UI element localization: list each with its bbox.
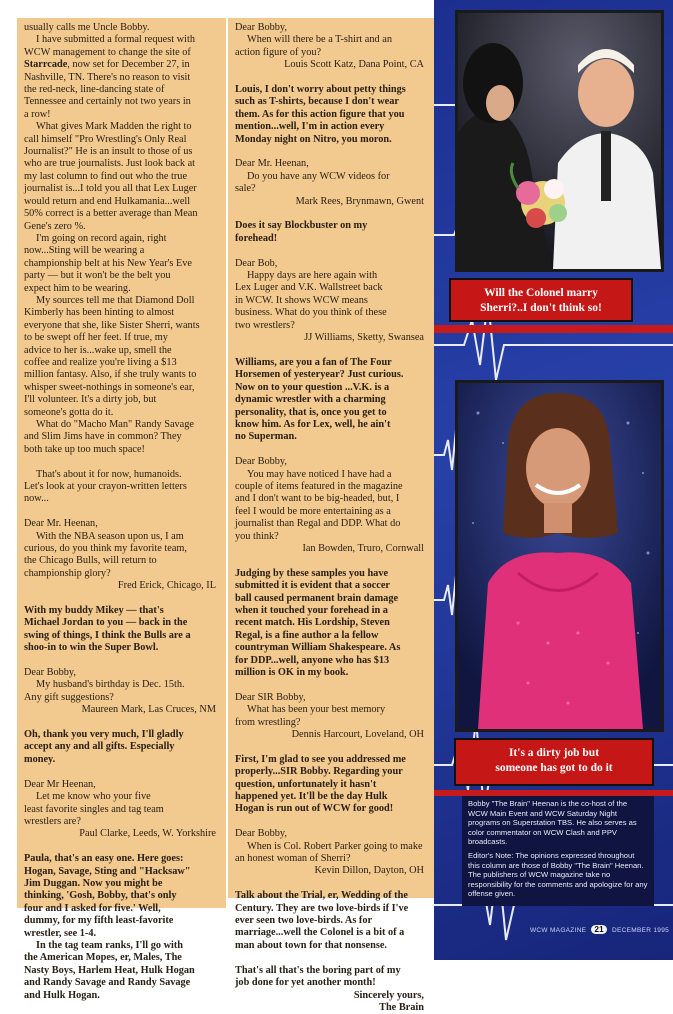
- paragraph-gap: [235, 208, 428, 220]
- answer-line: swing of things, I think the Bulls are a: [24, 629, 191, 641]
- photo1-caption: [449, 278, 633, 322]
- text-line: I have submitted a formal request with: [36, 34, 195, 46]
- answer-line: Hogan is run out of WCW for good!: [235, 803, 394, 815]
- answer-line: First, I'm glad to see you addressed me: [235, 753, 406, 765]
- text-line: the red-neck, line-dancing state of: [24, 84, 165, 96]
- answer-line: Oh, thank you very much, I'll gladly: [24, 729, 184, 741]
- text-line: Dear Mr Heenan,: [24, 778, 96, 790]
- letters-column-middle: [228, 18, 434, 1013]
- text-line: Dear Mr. Heenan,: [235, 158, 309, 170]
- text-line: Let's look at your crayon-written letters: [24, 481, 187, 493]
- answer-line: ever seen two love-birds. As for: [235, 915, 373, 927]
- answer-line: know him. As for Lex, well, he ain't: [235, 418, 391, 430]
- text-line: whisper sweet-nothings in someone's ear,: [24, 381, 195, 393]
- text-line: Dear Bobby,: [24, 667, 76, 679]
- answer-line: the American Mopes, er, Males, The: [24, 952, 182, 964]
- answer-line: no Superman.: [235, 431, 297, 443]
- answer-line: wrestler, see 1-4.: [24, 927, 97, 939]
- paragraph-gap: [24, 506, 220, 518]
- text-line: the Chicago Bulls, will return to: [24, 555, 157, 567]
- footer-issue: DECEMBER 1995: [612, 927, 670, 934]
- answer-line: Sincerely yours,: [353, 989, 424, 1001]
- text-line: Dear Bobby,: [235, 828, 287, 840]
- text-line: call himself "Pro Wrestling's Only Real: [24, 133, 187, 145]
- paragraph-gap: [24, 766, 220, 778]
- letter-signature: Ian Bowden, Truro, Cornwall: [302, 542, 424, 554]
- answer-line: thinking, 'Gosh, Bobby, that's only: [24, 890, 177, 902]
- answer-line: personality, that is, once you get to: [235, 406, 387, 418]
- answer-line: The Brain: [379, 1001, 424, 1013]
- paragraph-gap: [235, 878, 428, 890]
- text-line: 50% correct is a better average than Mean: [24, 208, 198, 220]
- paragraph-gap: [235, 345, 428, 357]
- editors-note: Editor's Note: The opinions expressed throughout this column are those of Bobby "The Brain" Heenan. The publishers of WCW magazine take no responsibility for the comments and apologize for any offense given.: [468, 850, 648, 899]
- answer-line: Does it say Blockbuster on my: [235, 220, 368, 232]
- text-line: journalist is...I told you all that Lex Luger: [24, 183, 197, 195]
- text-line: Gene's zero %.: [24, 220, 86, 232]
- text-line: What do "Macho Man" Randy Savage: [36, 419, 194, 430]
- paragraph-gap: [235, 679, 428, 691]
- answer-line: happened yet. It'll be the day Hulk: [235, 791, 388, 803]
- answer-line: properly...SIR Bobby. Regarding your: [235, 766, 403, 778]
- answer-line: such as T-shirts, because I don't wear: [235, 96, 399, 108]
- text-line: expect him to be wearing.: [24, 282, 131, 294]
- answer-line: million is OK in my book.: [235, 667, 349, 679]
- answer-line: In the tag team ranks, I'll go with: [36, 939, 184, 951]
- answer-line: and Hulk Hogan.: [24, 989, 100, 1001]
- text-line: coffee and realize you're living a $13: [24, 356, 177, 368]
- text-line: What has been your best memory: [247, 704, 386, 716]
- author-bio-box: [462, 796, 654, 906]
- text-line: least favorite singles and tag team: [24, 803, 164, 815]
- text-line: someone's gotta do it.: [24, 406, 114, 418]
- answer-line: money.: [24, 753, 56, 765]
- text-line: sale?: [235, 183, 256, 195]
- text-line: an honest woman of Sherri?: [235, 853, 351, 865]
- text-line: wrestlers are?: [24, 815, 81, 827]
- letters-column-left: [17, 18, 226, 1001]
- answer-line: job done for yet another month!: [235, 977, 376, 989]
- paragraph-gap: [24, 841, 220, 853]
- paragraph-gap: [235, 952, 428, 964]
- text-line: When will there be a T-shirt and an: [247, 34, 392, 46]
- text-line: When is Col. Robert Parker going to make: [247, 840, 423, 852]
- answer-line: Century. They are two love-birds if I've: [235, 902, 409, 914]
- answer-line: countryman William Shakespeare. As: [235, 642, 401, 654]
- text-line: WCW management to change the site of: [24, 46, 191, 58]
- text-line: Lex Luger and V.K. Wallstreet back: [235, 282, 383, 294]
- answer-line: Nasty Boys, Harlem Heat, Hulk Hogan: [24, 964, 195, 976]
- text-line: Let me know who your five: [36, 791, 151, 803]
- answer-line: Horsemen of yesteryear? Just curious.: [235, 369, 404, 381]
- caption-line: someone has got to do it: [495, 762, 613, 774]
- paragraph-gap: [235, 555, 428, 567]
- answer-line: four and I asked for five.' Well,: [24, 902, 161, 914]
- answer-line: when it touched your forehead in a: [235, 604, 388, 616]
- text-line: curious, do you think my favorite team,: [24, 543, 188, 555]
- caption-line: It's a dirty job but: [508, 747, 600, 759]
- letter-signature: Dennis Harcourt, Loveland, OH: [291, 729, 424, 741]
- answer-line: shoo-in to win the Super Bowl.: [24, 642, 159, 654]
- answer-line: question, unfortunately it hasn't: [235, 778, 377, 790]
- text-line: Starrcade, now set for December 27, in: [24, 59, 190, 71]
- answer-line: Regal, is a fine author a la fellow: [235, 629, 379, 641]
- answer-line: mention...well, I'm in action every: [235, 121, 385, 133]
- answer-line: accept any and all gifts. Especially: [24, 741, 175, 753]
- text-line: journalist than Regal and DDP. What do: [235, 518, 401, 530]
- text-line: Nashville, TN. There's no reason to visit: [24, 71, 191, 83]
- paragraph-gap: [235, 816, 428, 828]
- letter-signature: Mark Rees, Brynmawn, Gwent: [295, 195, 424, 207]
- text-line: a row!: [24, 108, 51, 120]
- text-line: My sources tell me that Diamond Doll: [36, 294, 195, 306]
- paragraph-gap: [235, 72, 428, 84]
- text-line: Dear SIR Bobby,: [235, 691, 306, 703]
- answer-line: Jim Duggan. Now you might be: [24, 877, 163, 889]
- answer-line: recent match. His Lordship, Steven: [235, 617, 390, 629]
- letter-signature: Fred Erick, Chicago, IL: [117, 580, 216, 592]
- text-line: What gives Mark Madden the right to: [36, 121, 192, 133]
- letter-signature: JJ Williams, Sketty, Swansea: [304, 332, 424, 344]
- answer-line: Williams, are you a fan of The Four: [235, 356, 392, 368]
- answer-line: submitted it is evident that a soccer: [235, 580, 391, 592]
- answer-line: With my buddy Mikey — that's: [24, 605, 164, 617]
- text-line: Do you have any WCW videos for: [247, 170, 390, 182]
- text-line: I'll volunteer. It's a dirty job, but: [24, 394, 157, 406]
- text-line: business. What do you think of these: [235, 307, 387, 319]
- text-line: million fantasy. Also, if she truly wants to: [24, 369, 197, 381]
- paragraph-gap: [24, 456, 220, 468]
- answer-line: Michael Jordan to you — back in the: [24, 617, 188, 629]
- text-line: advice to her is...wake up, smell the: [24, 344, 172, 356]
- text-line: to be swept off her feet. If true, my: [24, 332, 168, 344]
- text-line: Any gift suggestions?: [24, 691, 114, 703]
- paragraph-gap: [235, 245, 428, 257]
- caption-line: Sherri?..I don't think so!: [480, 302, 602, 314]
- answer-line: Talk about the Trial, er, Wedding of the: [235, 890, 408, 902]
- text-line: With the NBA season upon us, I am: [36, 530, 184, 542]
- letter-signature: Kevin Dillon, Dayton, OH: [314, 865, 424, 877]
- text-line: championship belt at his New Year's Eve: [24, 257, 193, 269]
- text-line: Tennessee and certainly not two years in: [24, 96, 191, 108]
- paragraph-gap: [235, 146, 428, 158]
- text-line: my last column to find out who the true: [24, 170, 188, 182]
- answer-line: dynamic wrestler with a charming: [235, 394, 386, 406]
- answer-line: Paula, that's an easy one. Here goes:: [24, 853, 184, 865]
- text-line: who are true journalists. Just look back at: [24, 158, 196, 170]
- answer-line: dummy, for my fifth least-favorite: [24, 915, 174, 927]
- paragraph-gap: [235, 444, 428, 456]
- page-footer: [530, 925, 670, 939]
- text-line: Kimberly has been hinting to almost: [24, 307, 175, 319]
- text-line: feel I would be more entertaining as a: [235, 505, 391, 517]
- text-line: from wrestling?: [235, 716, 301, 728]
- text-line: both take up too much space!: [24, 443, 145, 455]
- answer-line: for DDP...well, anyone who has $13: [235, 654, 390, 666]
- text-line: you think?: [235, 530, 279, 542]
- text-line: in WCW. It shows WCW means: [235, 294, 368, 306]
- letter-signature: Louis Scott Katz, Dana Point, CA: [284, 59, 424, 71]
- paragraph-gap: [24, 593, 220, 605]
- text-line: would return and end Hulkamania...well: [24, 195, 191, 207]
- text-line: and Slim Jims have in common? They: [24, 431, 182, 443]
- text-line: two wrestlers?: [235, 319, 295, 331]
- text-line: now...: [24, 493, 49, 505]
- answer-line: That's all that's the boring part of my: [235, 964, 401, 976]
- paragraph-gap: [24, 655, 220, 667]
- text-line: That's about it for now, humanoids.: [36, 468, 182, 480]
- text-line: Journalist?" He is an insult to those of us: [24, 146, 193, 158]
- answer-line: Hogan, Savage, Sting and "Hacksaw": [24, 865, 191, 877]
- red-stripe: [434, 325, 673, 333]
- page-number: 21: [591, 925, 607, 934]
- letter-signature: Maureen Mark, Las Cruces, NM: [81, 704, 216, 716]
- text-line: action figure of you?: [235, 46, 322, 58]
- answer-line: forehead!: [235, 232, 278, 244]
- text-line: couple of items featured in the magazine: [235, 480, 403, 492]
- text-line: Dear Bobby,: [235, 22, 287, 33]
- text-line: now...Sting will be wearing a: [24, 245, 145, 257]
- answer-line: and Randy Savage and Randy Savage: [24, 977, 191, 989]
- text-line: championship glory?: [24, 567, 111, 579]
- answer-line: Judging by these samples you have: [235, 567, 389, 579]
- answer-line: Monday night on Nitro, you moron.: [235, 133, 392, 145]
- paragraph-gap: [235, 741, 428, 753]
- photo2-caption: [454, 738, 654, 786]
- text-line: I'm going on record again, right: [36, 232, 167, 244]
- paragraph-gap: [24, 717, 220, 729]
- caption-line: Will the Colonel marry: [484, 287, 598, 299]
- answer-line: marriage...well the Colonel is a bit of a: [235, 927, 405, 939]
- footer-magazine-name: WCW MAGAZINE: [530, 927, 587, 934]
- answer-line: Louis, I don't worry about petty things: [235, 84, 406, 96]
- bio-paragraph: Bobby "The Brain" Heenan is the co-host of the WCW Main Event and WCW Saturday Night programs on Superstation TBS. He also serves as color commentator on WCW Clash and PPV broadcasts.: [468, 799, 637, 847]
- letter-signature: Paul Clarke, Leeds, W. Yorkshire: [79, 828, 216, 840]
- photo-colonel-and-sherri: [455, 10, 664, 272]
- text-line: My husband's birthday is Dec. 15th.: [36, 679, 185, 691]
- answer-line: Now on to your question ...V.K. is a: [235, 381, 390, 393]
- answer-line: ball caused permanent brain damage: [235, 592, 399, 604]
- text-line: everyone that she, like Sister Sherri, wants: [24, 319, 200, 331]
- text-line: Dear Bobby,: [235, 456, 287, 468]
- answer-line: man about town for that nonsense.: [235, 939, 387, 951]
- text-line: You may have noticed I have had a: [247, 468, 392, 480]
- text-line: usually calls me Uncle Bobby.: [24, 22, 150, 33]
- text-line: party — but it won't be the belt you: [24, 270, 171, 282]
- photo-woman-in-pink-dress: [455, 380, 664, 732]
- text-line: Happy days are here again with: [247, 270, 378, 282]
- text-line: and I don't want to be big-headed, but, I: [235, 493, 400, 505]
- text-line: Dear Mr. Heenan,: [24, 518, 98, 530]
- answer-line: them. As for this action figure that you: [235, 108, 405, 120]
- text-line: Dear Bob,: [235, 257, 278, 269]
